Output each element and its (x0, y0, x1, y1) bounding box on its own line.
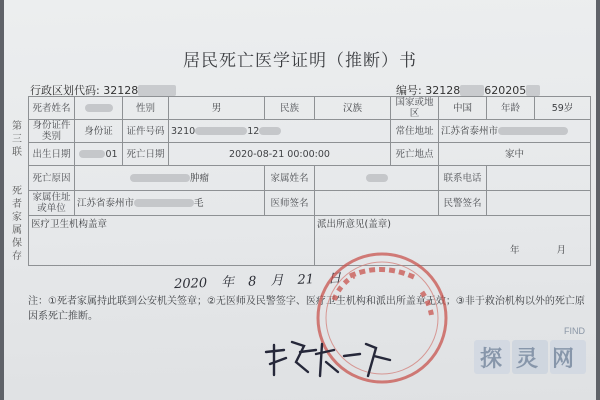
serial-label: 编号: (396, 84, 422, 97)
footnote: 注：①死者家属持此联到公安机关签章；②无医师及民警签字、医疗卫生机构和派出所盖章无效；③非于救治机构以外的死亡原因系死亡推断。 (28, 296, 585, 322)
copy-label: 第三联 (12, 121, 22, 158)
hand-year: 2020 (173, 276, 208, 293)
certificate-paper (4, 0, 596, 400)
gender-label: 性别 (123, 97, 169, 120)
id-number-prefix: 3210 (171, 125, 196, 137)
id-type-label: 身份证件类别 (29, 120, 75, 143)
official-seal-stamp (318, 254, 446, 382)
death-place-value: 家中 (439, 143, 591, 166)
age-value: 59岁 (535, 97, 591, 120)
ethnicity-value: 汉族 (315, 97, 391, 120)
doctor-sign-label: 医师签名 (265, 191, 315, 216)
police-month-word: 月 (556, 245, 567, 256)
gender-value: 男 (169, 97, 265, 120)
document-title: 居民死亡医学证明（推断）书 (183, 51, 417, 71)
id-number-label: 证件号码 (123, 120, 169, 143)
contact-label: 联系电话 (439, 166, 487, 191)
cause-label: 死亡原因 (29, 166, 75, 191)
hospital-seal-label: 医疗卫生机构盖章 (31, 219, 108, 230)
serial-value-a: 32128 (425, 84, 461, 97)
region-code-label: 行政区划代码: (30, 84, 100, 97)
birth-date-label: 出生日期 (29, 143, 75, 166)
ethnicity-label: 民族 (265, 97, 315, 120)
residence-prefix: 江苏省泰州市 (441, 125, 499, 137)
police-sign-label: 民警签名 (439, 191, 487, 216)
watermark-find-label: FIND (564, 326, 585, 336)
family-address-label: 家属住址或单位 (29, 191, 75, 216)
hand-month-word: 月 (270, 273, 284, 289)
handwritten-signature (266, 342, 390, 376)
death-place-label: 死亡地点 (391, 143, 439, 166)
hand-month: 8 (247, 274, 257, 290)
hand-year-word: 年 (220, 275, 235, 291)
keeper-label: 死者家属保存 (12, 186, 22, 262)
region-code-value: 32128 (103, 84, 139, 97)
overlay-graphics (4, 0, 596, 400)
deceased-name-label: 死者姓名 (29, 97, 75, 120)
family-address-prefix: 江苏省泰州市 (77, 197, 135, 209)
hand-day: 21 (297, 272, 315, 288)
watermark-brand-label: 探灵网 (480, 347, 589, 372)
police-year-word: 年 (509, 245, 520, 256)
hand-day-word: 日 (327, 271, 342, 287)
birth-date-suffix: 01 (105, 148, 118, 160)
id-type-value: 身份证 (75, 120, 123, 143)
cause-suffix: 肿瘤 (189, 172, 209, 184)
serial-value-b: 620205 (484, 84, 527, 97)
residence-label: 常住地址 (391, 120, 439, 143)
family-address-suffix: 毛 (194, 197, 204, 209)
death-date-label: 死亡日期 (123, 143, 169, 166)
age-label: 年龄 (487, 97, 535, 120)
death-date-value: 2020-08-21 00:00:00 (169, 143, 391, 166)
family-name-label: 家属姓名 (265, 166, 315, 191)
nationality-value: 中国 (439, 97, 487, 120)
police-seal-label: 派出所意见(盖章) (317, 219, 391, 230)
nationality-label: 国家或地区 (391, 97, 439, 120)
id-number-mid: 12 (247, 125, 260, 137)
